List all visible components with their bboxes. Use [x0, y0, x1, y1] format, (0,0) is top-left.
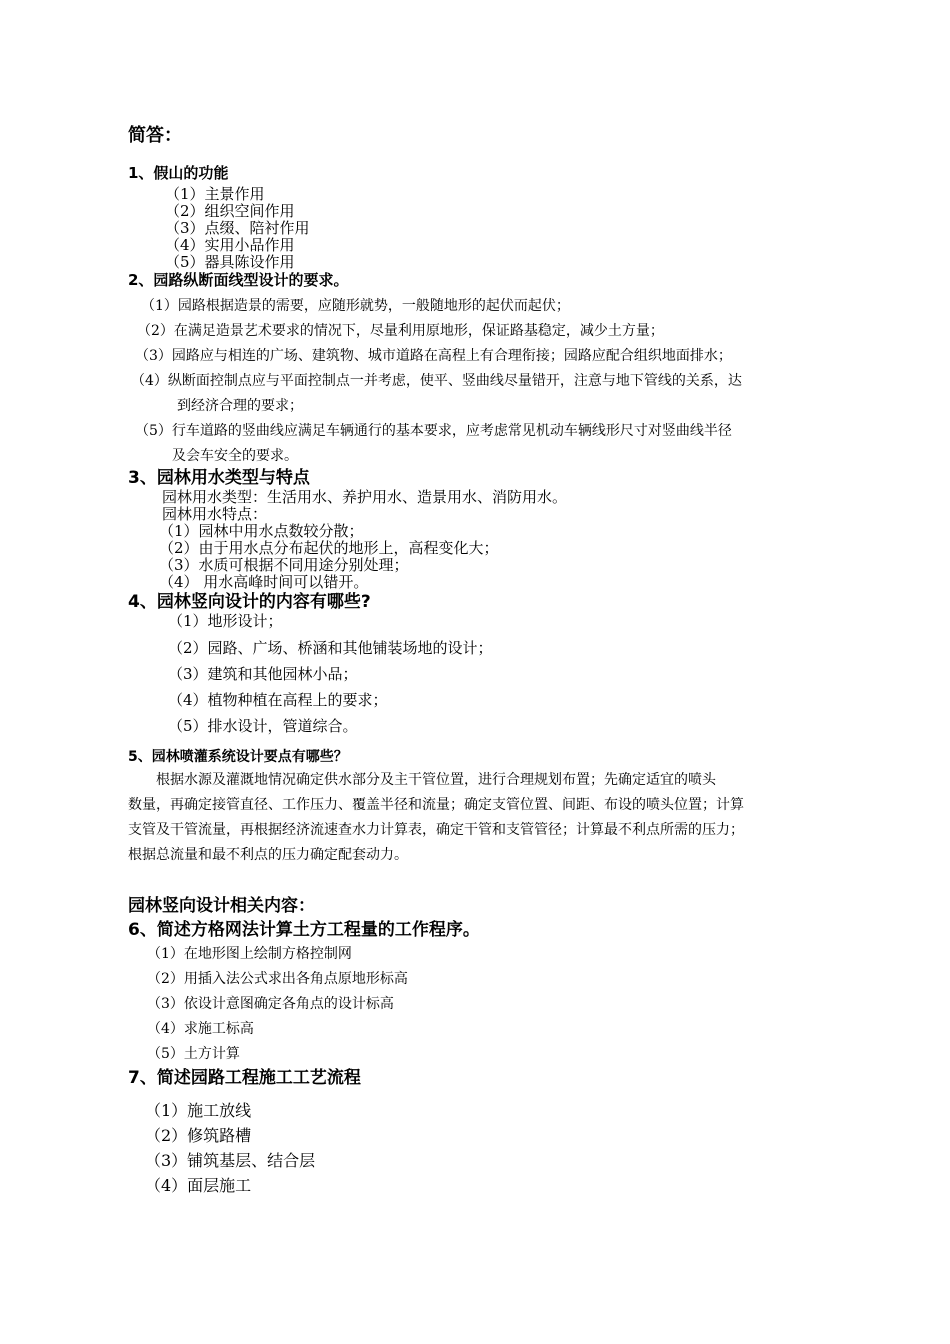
- list-item: （1）在地形图上绘制方格控制网: [147, 946, 352, 962]
- list-item: （2）由于用水点分布起伏的地形上，高程变化大；: [159, 539, 499, 557]
- list-item-continuation: 及会车安全的要求。: [172, 448, 298, 464]
- list-item: （1）地形设计；: [168, 612, 283, 630]
- list-item: （1）园林中用水点数较分散；: [159, 522, 364, 540]
- list-item: （3）园路应与相连的广场、建筑物、城市道路在高程上有合理衔接；园路应配合组织地面排水；: [135, 348, 732, 364]
- list-item: （4） 用水高峰时间可以错开。: [159, 573, 369, 591]
- list-item: （5）器具陈设作用: [165, 253, 295, 271]
- page-heading: 简答：: [128, 125, 182, 146]
- question-1-title: 1、假山的功能: [128, 164, 229, 182]
- list-item: （1）园路根据造景的需要，应随形就势，一般随地形的起伏而起伏；: [141, 298, 570, 314]
- paragraph-line: 支管及干管流量，再根据经济流速查水力计算表，确定干管和支管管径；计算最不利点所需的压力；: [128, 822, 744, 838]
- list-item: （4）纵断面控制点应与平面控制点一并考虑，使平、竖曲线尽量错开，注意与地下管线的关系，达: [131, 373, 742, 389]
- list-item: （2）在满足造景艺术要求的情况下，尽量利用原地形，保证路基稳定，减少土方量；: [137, 323, 664, 339]
- list-item: 园林用水特点：: [162, 505, 268, 523]
- list-item: （2）用插入法公式求出各角点原地形标高: [147, 971, 408, 987]
- list-item-continuation: 到经济合理的要求；: [177, 398, 303, 414]
- section-heading: 园林竖向设计相关内容：: [128, 896, 315, 916]
- list-item: （3）点缀、陪衬作用: [165, 219, 310, 237]
- list-item: （5）土方计算: [147, 1046, 240, 1062]
- list-item: （4）植物种植在高程上的要求；: [168, 691, 388, 709]
- list-item: （3）铺筑基层、结合层: [145, 1151, 316, 1170]
- question-6-title: 6、简述方格网法计算土方工程量的工作程序。: [128, 920, 480, 940]
- question-5-title: 5、园林喷灌系统设计要点有哪些？: [128, 749, 348, 765]
- list-item: （4）求施工标高: [147, 1021, 254, 1037]
- question-3-title: 3、园林用水类型与特点: [128, 468, 310, 488]
- paragraph-line: 根据水源及灌溉地情况确定供水部分及主干管位置，进行合理规划布置；先确定适宜的喷头: [156, 772, 716, 788]
- list-item: （5）行车道路的竖曲线应满足车辆通行的基本要求，应考虑常见机动车辆线形尺寸对竖曲线半径: [135, 423, 732, 439]
- list-item: （2）修筑路槽: [145, 1126, 252, 1145]
- list-item: （1）主景作用: [165, 185, 265, 203]
- list-item: （4）面层施工: [145, 1176, 252, 1195]
- question-4-title: 4、园林竖向设计的内容有哪些?: [128, 592, 371, 612]
- list-item: （3）水质可根据不同用途分别处理；: [159, 556, 409, 574]
- list-item: （2）园路、广场、桥涵和其他铺装场地的设计；: [168, 639, 493, 657]
- paragraph-line: 数量，再确定接管直径、工作压力、覆盖半径和流量；确定支管位置、间距、布设的喷头位置；计算: [128, 797, 744, 813]
- list-item: （1）施工放线: [145, 1101, 252, 1120]
- list-item: 园林用水类型：生活用水、养护用水、造景用水、消防用水。: [162, 488, 568, 506]
- question-2-title: 2、园路纵断面线型设计的要求。: [128, 271, 349, 289]
- list-item: （5）排水设计，管道综合。: [168, 717, 358, 735]
- list-item: （4）实用小品作用: [165, 236, 295, 254]
- list-item: （2）组织空间作用: [165, 202, 295, 220]
- question-7-title: 7、简述园路工程施工工艺流程: [128, 1068, 361, 1088]
- list-item: （3）建筑和其他园林小品；: [168, 665, 358, 683]
- list-item: （3）依设计意图确定各角点的设计标高: [147, 996, 394, 1012]
- paragraph-line: 根据总流量和最不利点的压力确定配套动力。: [128, 847, 408, 863]
